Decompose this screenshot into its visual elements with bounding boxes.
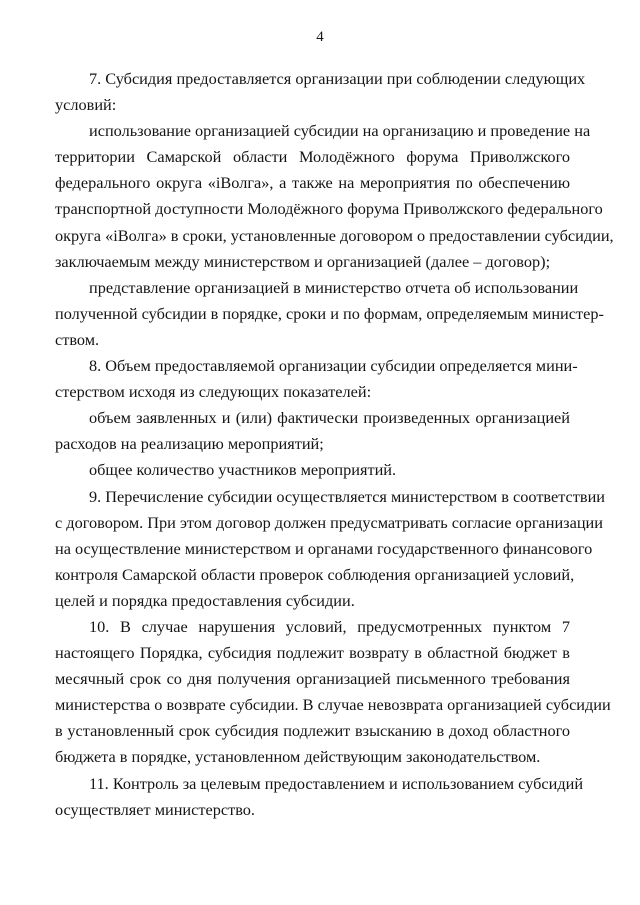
text-line: представление организацией в министерство отчета об использовании: [89, 277, 579, 297]
text-line: 8. Объем предоставляемой организации субсидии определяется мини-: [89, 356, 578, 376]
text-line: 11. Контроль за целевым предоставлением и использованием субсидий: [89, 773, 584, 793]
text-line: 10. В случае нарушения условий, предусмотренных пунктом 7: [89, 616, 570, 636]
text-line: министерства о возврате субсидии. В случае невозврата организацией субсидии: [55, 695, 611, 715]
text-line: месячный срок со дня получения организацией письменного требования: [55, 669, 570, 689]
text-line: ством.: [55, 329, 100, 349]
page-number: 4: [316, 29, 324, 45]
text-line: транспортной доступности Молодёжного форума Приволжского федерального: [55, 199, 603, 219]
text-line: стерством исходя из следующих показателей:: [55, 382, 372, 402]
text-line: осуществляет министерство.: [55, 799, 255, 819]
text-line: 9. Перечисление субсидии осуществляется министерством в соответствии: [89, 486, 606, 506]
text-line: целей и порядка предоставления субсидии.: [55, 590, 355, 610]
text-line: с договором. При этом договор должен предусматривать согласие организации: [55, 512, 603, 532]
text-line: федерального округа «iВолга», а также на мероприятия по обеспечению: [55, 173, 570, 193]
text-line: общее количество участников мероприятий.: [89, 460, 397, 480]
text-line: округа «iВолга» в сроки, установленные договором о предоставлении субсидии,: [55, 225, 614, 245]
text-line: заключаемым между министерством и организацией (далее – договор);: [55, 251, 551, 271]
text-line: территории Самарской области Молодёжного форума Приволжского: [55, 147, 570, 167]
text-line: расходов на реализацию мероприятий;: [55, 434, 324, 454]
text-line: условий:: [55, 95, 117, 115]
document-body: [55, 66, 614, 823]
text-line: на осуществление министерством и органами государственного финансового: [55, 538, 593, 558]
text-line: контроля Самарской области проверок соблюдения организацией условий,: [55, 564, 575, 584]
text-line: использование организацией субсидии на организацию и проведение на: [89, 121, 591, 141]
text-line: полученной субсидии в порядке, сроки и по формам, определяемым министер-: [55, 303, 604, 323]
text-line: объем заявленных и (или) фактически произведенных организацией: [89, 408, 570, 428]
text-line: в установленный срок субсидия подлежит взысканию в доход областного: [55, 721, 570, 741]
text-line: бюджета в порядке, установленном действующим законодательством.: [55, 747, 541, 767]
text-line: настоящего Порядка, субсидия подлежит возврату в областной бюджет в: [55, 643, 570, 663]
text-line: 7. Субсидия предоставляется организации при соблюдении следующих: [89, 69, 586, 88]
